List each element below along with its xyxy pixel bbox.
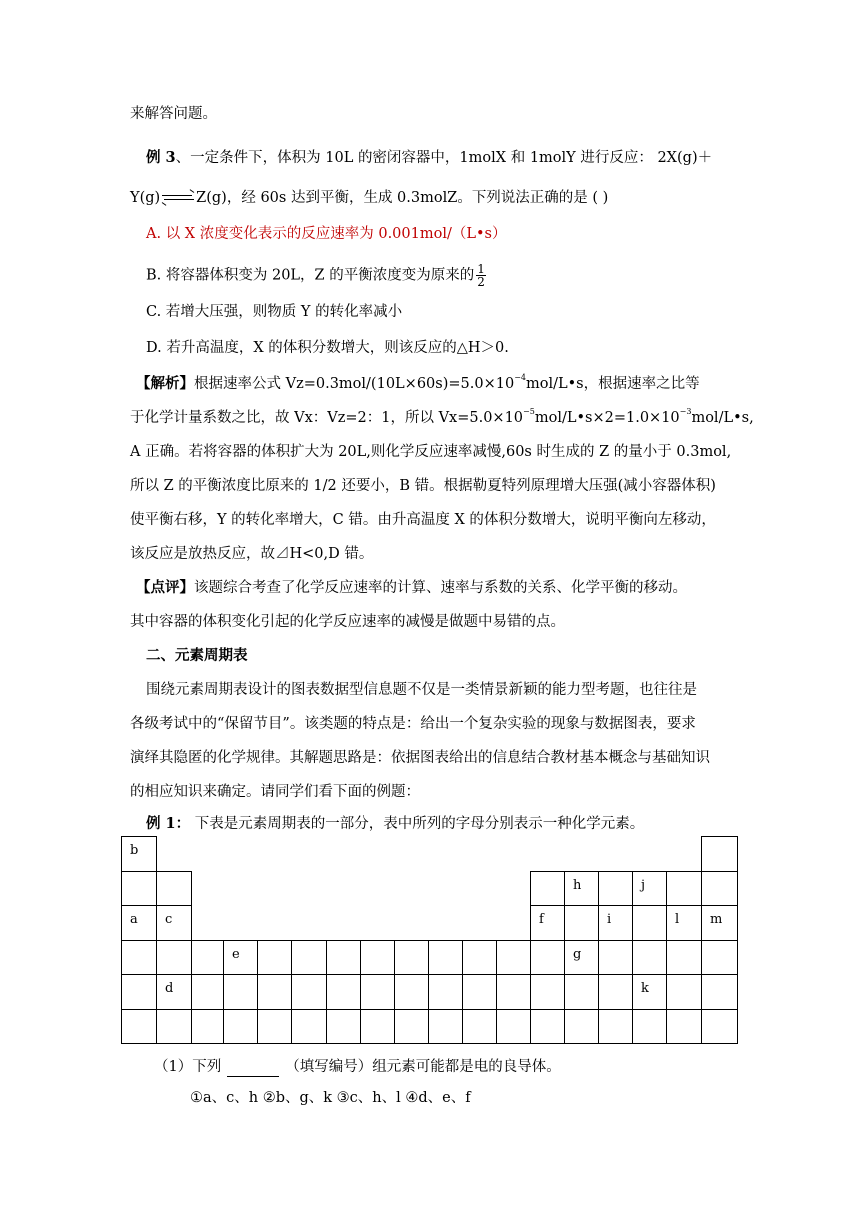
fraction-denominator: 2 <box>477 275 485 289</box>
analysis-l2sup2: −3 <box>679 407 692 416</box>
element-cell <box>701 974 738 1010</box>
element-cell <box>598 1009 633 1045</box>
element-cell-a: a <box>121 905 157 941</box>
element-cell-k: k <box>632 974 667 1010</box>
element-cell <box>666 871 702 907</box>
element-cell <box>121 974 157 1010</box>
element-cell <box>156 1009 192 1045</box>
element-cell <box>223 974 258 1010</box>
analysis-line2 <box>130 408 754 428</box>
option-d: D. 若升高温度，X 的体积分数增大，则该反应的△H＞0. <box>146 340 509 356</box>
element-cell <box>496 940 531 976</box>
comment-l1: 该题综合考查了化学反应速率的计算、速率与系数的关系、化学平衡的移动。 <box>194 580 687 596</box>
element-cell <box>156 871 192 907</box>
element-cell <box>632 940 667 976</box>
element-cell <box>428 974 463 1010</box>
element-cell <box>462 1009 497 1045</box>
analysis-l2a: 于化学计量系数之比，故 Vx：Vz=2：1，所以 Vx=5.0×10 <box>130 410 524 426</box>
element-cell-h: h <box>564 871 599 907</box>
element-cell <box>191 974 224 1010</box>
element-cell <box>326 940 361 976</box>
comment-label: 【点评】 <box>136 579 194 596</box>
element-cell <box>564 974 599 1010</box>
element-cell-j: j <box>632 871 667 907</box>
element-cell <box>360 1009 395 1045</box>
comment-line1 <box>136 578 687 598</box>
element-cell <box>564 1009 599 1045</box>
element-cell <box>564 905 599 941</box>
element-cell <box>394 974 429 1010</box>
analysis-line1 <box>136 374 700 394</box>
element-cell <box>632 1009 667 1045</box>
element-cell <box>326 1009 361 1045</box>
example3-line2-b: Z(g)，经 60s 达到平衡，生成 0.3molZ。下列说法正确的是 ( ) <box>196 190 609 206</box>
element-cell <box>360 940 395 976</box>
element-cell <box>121 871 157 907</box>
element-cell <box>598 974 633 1010</box>
element-cell <box>496 974 531 1010</box>
section-heading: 二、元素周期表 <box>146 647 248 664</box>
element-cell <box>701 871 738 907</box>
element-cell <box>598 871 633 907</box>
element-cell <box>257 940 292 976</box>
analysis-label: 【解析】 <box>136 375 194 392</box>
analysis-l2b: mol/L•s×2=1.0×10 <box>534 410 680 426</box>
element-cell <box>530 1009 565 1045</box>
para-line4: 的相应知识来确定。请同学们看下面的例题： <box>130 784 420 800</box>
element-cell <box>428 940 463 976</box>
option-b <box>146 263 486 288</box>
element-cell <box>394 940 429 976</box>
element-cell-d: d <box>156 974 192 1010</box>
analysis-line6: 该反应是放热反应，故⊿H<0,D 错。 <box>130 546 374 562</box>
analysis-l2c: mol/L•s, <box>691 410 754 426</box>
element-cell <box>191 940 224 976</box>
element-cell <box>598 940 633 976</box>
example3-label: 例 3 <box>146 149 176 166</box>
option-c: C. 若增大压强，则物质 Y 的转化率减小 <box>146 304 403 320</box>
intro-end: 来解答问题。 <box>130 106 217 122</box>
example3-line1 <box>146 148 712 168</box>
element-cell-m: m <box>701 905 738 941</box>
para-line1: 围绕元素周期表设计的图表数据型信息题不仅是一类情景新颖的能力型考题，也往往是 <box>146 682 697 698</box>
element-cell-l: l <box>666 905 702 941</box>
analysis-line5: 使平衡右移，Y 的转化率增大，C 错。由升高温度 X 的体积分数增大，说明平衡向左移动， <box>130 512 716 528</box>
element-cell <box>291 1009 327 1045</box>
para-line3: 演绎其隐匿的化学规律。其解题思路是：依据图表给出的信息结合教材基本概念与基础知识 <box>130 750 710 766</box>
element-cell <box>701 1009 738 1045</box>
element-cell-f: f <box>530 905 565 941</box>
element-cell <box>326 974 361 1010</box>
element-cell <box>530 871 565 907</box>
element-cell <box>462 940 497 976</box>
element-cell <box>701 940 738 976</box>
analysis-l2sup1: −5 <box>523 407 535 416</box>
element-cell <box>530 974 565 1010</box>
para-line2: 各级考试中的“保留节目”。该类题的特点是：给出一个复杂实验的现象与数据图表，要求 <box>130 716 696 732</box>
element-cell <box>632 905 667 941</box>
analysis-line4: 所以 Z 的平衡浓度比原来的 1/2 还要小，B 错。根据勒夏特列原理增大压强(减小容器体积) <box>130 478 716 494</box>
option-b-text: B. 将容器体积变为 20L，Z 的平衡浓度变为原来的 <box>146 267 475 284</box>
analysis-line3: A 正确。若将容器的体积扩大为 20L,则化学反应速率减慢,60s 时生成的 Z 的量小于 0.3mol, <box>130 444 732 460</box>
question1-options: ①a、c、h ②b、g、k ③c、h、l ④d、e、f <box>190 1090 471 1106</box>
question1-pre: （1）下列 <box>154 1059 222 1075</box>
element-cell <box>257 1009 292 1045</box>
element-cell <box>530 940 565 976</box>
equilibrium-arrow-icon <box>160 192 196 204</box>
element-cell <box>291 940 327 976</box>
element-cell <box>701 836 738 872</box>
element-cell <box>428 1009 463 1045</box>
example1-label: 例 1： <box>146 815 191 832</box>
element-cell-i: i <box>598 905 633 941</box>
comment-line2: 其中容器的体积变化引起的化学反应速率的减慢是做题中易错的点。 <box>130 614 565 630</box>
answer-blank[interactable] <box>227 1062 279 1077</box>
element-cell <box>462 974 497 1010</box>
analysis-l1a: 根据速率公式 Vz=0.3mol/(10L×60s)=5.0×10 <box>194 376 515 392</box>
example3-line1-text: 、一定条件下，体积为 10L 的密闭容器中，1molX 和 1molY 进行反应： 2X(g)＋ <box>175 150 713 166</box>
element-cell <box>394 1009 429 1045</box>
analysis-l1sup: −4 <box>514 373 526 382</box>
element-cell-b: b <box>121 836 157 872</box>
element-cell <box>191 1009 224 1045</box>
example1-text: 下表是元素周期表的一部分，表中所列的字母分别表示一种化学元素。 <box>190 816 645 832</box>
element-cell <box>496 1009 531 1045</box>
option-a: A. 以 X 浓度变化表示的反应速率为 0.001mol/（L•s） <box>146 226 507 242</box>
element-cell <box>666 940 702 976</box>
element-cell <box>257 974 292 1010</box>
element-cell <box>121 1009 157 1045</box>
element-cell <box>291 974 327 1010</box>
example3-line2 <box>130 188 608 208</box>
fraction-numerator: 1 <box>477 262 485 276</box>
question1-post: （填写编号）组元素可能都是电的良导体。 <box>285 1059 561 1075</box>
example1-line <box>146 814 644 834</box>
analysis-l1b: mol/L•s，根据速率之比等 <box>525 376 700 392</box>
element-cell-g: g <box>564 940 599 976</box>
example3-line2-a: Y(g) <box>130 190 161 206</box>
element-cell <box>666 1009 702 1045</box>
option-b-fraction <box>476 263 486 288</box>
element-cell <box>360 974 395 1010</box>
element-cell <box>666 974 702 1010</box>
element-cell-e: e <box>223 940 258 976</box>
question1-line <box>154 1057 561 1077</box>
element-cell <box>156 940 192 976</box>
element-cell-c: c <box>156 905 192 941</box>
element-cell <box>223 1009 258 1045</box>
element-cell <box>121 940 157 976</box>
